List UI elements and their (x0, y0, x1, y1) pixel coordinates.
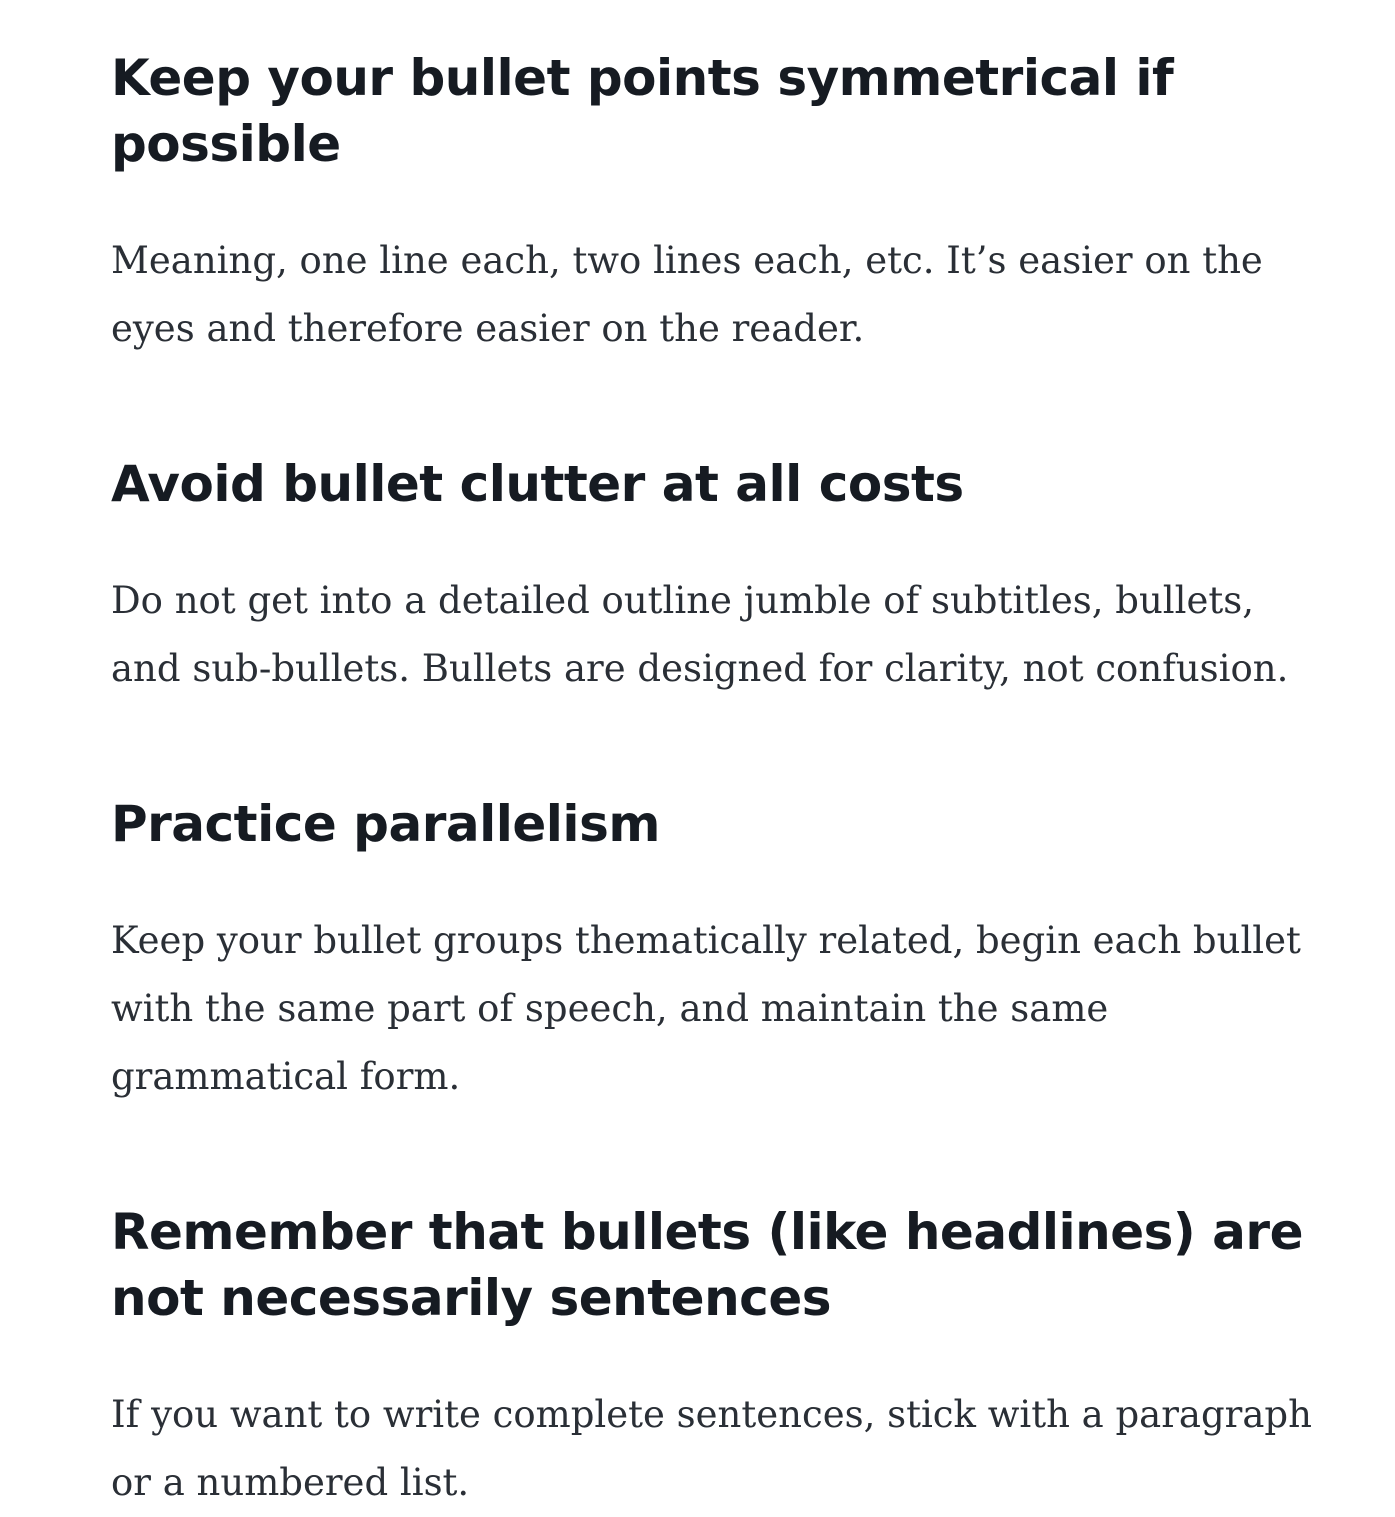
section-clutter (111, 451, 1321, 703)
section-body: Do not get into a detailed outline jumble of subtitles, bullets, and sub-bullets. Bullets are designed for clarity, not confusion. (111, 579, 1289, 690)
section-parallelism (111, 791, 1321, 1111)
section-heading: Practice parallelism (111, 795, 660, 853)
section-symmetry (111, 45, 1321, 363)
section-heading: Keep your bullet points symmetrical if possible (111, 49, 1174, 173)
article-content (111, 0, 1321, 1517)
section-body: Keep your bullet groups thematically related, begin each bullet with the same part of speech, and maintain the same grammatical form. (111, 919, 1301, 1098)
section-heading: Avoid bullet clutter at all costs (111, 455, 964, 513)
section-body: If you want to write complete sentences, stick with a paragraph or a numbered list. (111, 1393, 1312, 1504)
section-not-sentences (111, 1199, 1321, 1517)
section-heading: Remember that bullets (like headlines) are not necessarily sentences (111, 1203, 1303, 1327)
section-body: Meaning, one line each, two lines each, etc. It’s easier on the eyes and therefore easier on the reader. (111, 239, 1263, 350)
